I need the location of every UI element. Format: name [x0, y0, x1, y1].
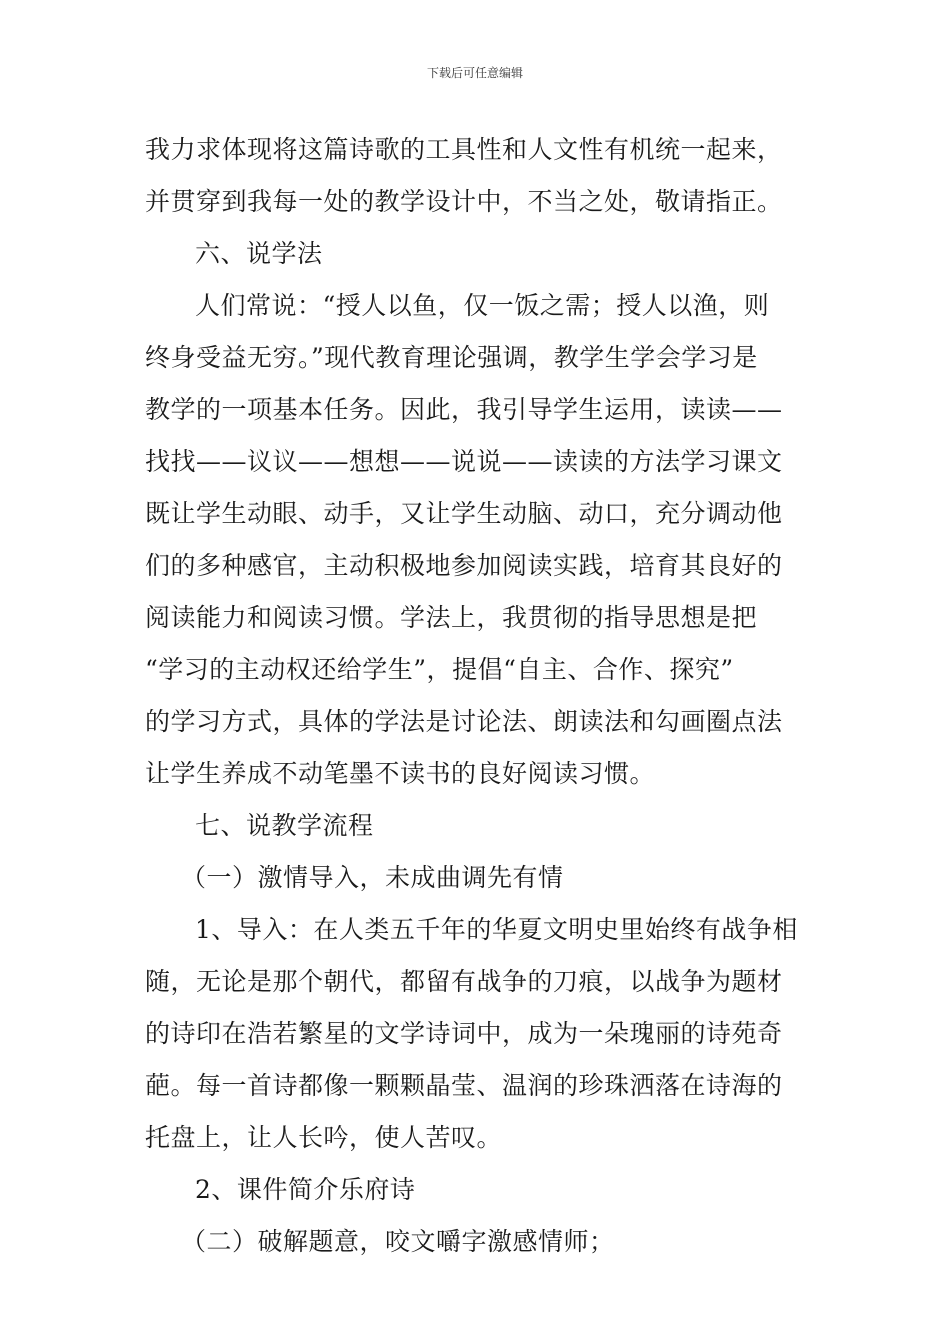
- paragraph-line: 让学生养成不动笔墨不读书的良好阅读习惯。: [145, 759, 656, 788]
- document-body: [145, 124, 809, 1268]
- paragraph-line: 们的多种感官，主动积极地参加阅读实践，培育其良好的: [145, 551, 783, 580]
- paragraph-line: 终身受益无穷。”现代教育理论强调，教学生学会学习是: [145, 343, 758, 372]
- list-item: 2、课件简介乐府诗: [195, 1175, 416, 1204]
- paragraph-line: 人们常说：“授人以鱼，仅一饭之需；授人以渔，则: [195, 291, 770, 320]
- paragraph-line: 教学的一项基本任务。因此，我引导学生运用，读读——: [145, 395, 783, 424]
- paragraph-line: 托盘上，让人长吟，使人苦叹。: [145, 1123, 503, 1152]
- paragraph-line: “学习的主动权还给学生”，提倡“自主、合作、探究”: [145, 655, 734, 684]
- paragraph-line: 的学习方式，具体的学法是讨论法、朗读法和勾画圈点法: [145, 707, 783, 736]
- section-heading: 六、说学法: [195, 239, 323, 268]
- subsection-heading: （二）破解题意，咬文嚼字激感情师；: [181, 1227, 615, 1256]
- paragraph-line: 阅读能力和阅读习惯。学法上，我贯彻的指导思想是把: [145, 603, 758, 632]
- paragraph-line: 随，无论是那个朝代，都留有战争的刀痕，以战争为题材: [145, 967, 783, 996]
- paragraph-line: 并贯穿到我每一处的教学设计中，不当之处，敬请指正。: [145, 187, 783, 216]
- paragraph-line: 1、导入：在人类五千年的华夏文明史里始终有战争相: [195, 915, 798, 944]
- subsection-heading: （一）激情导入，未成曲调先有情: [181, 863, 564, 892]
- section-heading: 七、说教学流程: [195, 811, 374, 840]
- paragraph-line: 既让学生动眼、动手，又让学生动脑、动口，充分调动他: [145, 499, 783, 528]
- paragraph-line: 葩。每一首诗都像一颗颗晶莹、温润的珍珠洒落在诗海的: [145, 1071, 783, 1100]
- paragraph-line: 我力求体现将这篇诗歌的工具性和人文性有机统一起来，: [145, 135, 783, 164]
- paragraph-line: 的诗印在浩若繁星的文学诗词中，成为一朵瑰丽的诗苑奇: [145, 1019, 783, 1048]
- page-header: 下载后可任意编辑: [426, 66, 523, 80]
- paragraph-line: 找找——议议——想想——说说——读读的方法学习课文: [145, 447, 783, 476]
